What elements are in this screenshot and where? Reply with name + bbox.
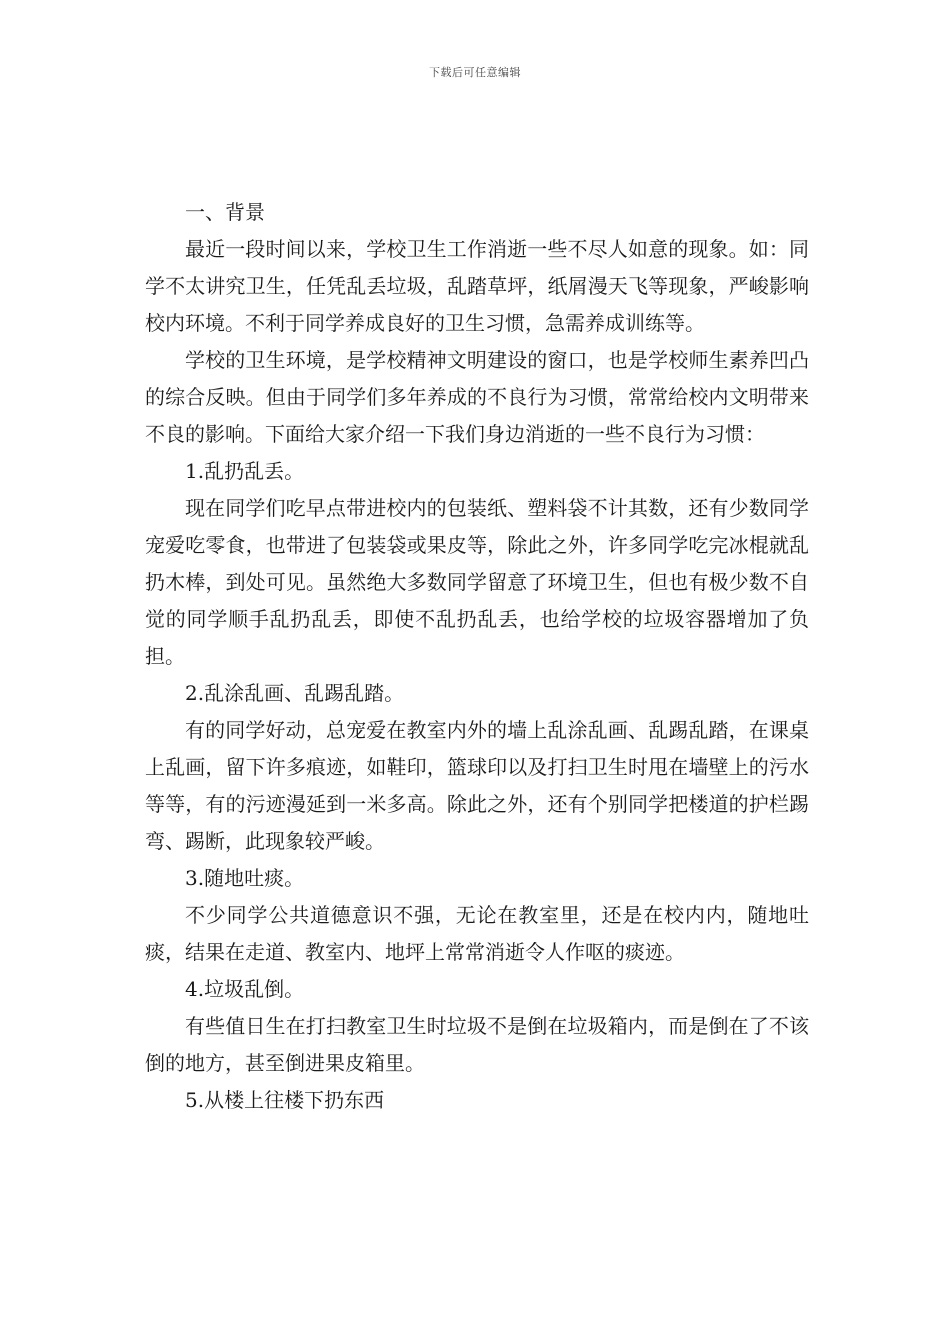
page-header: 下载后可任意编辑 (429, 66, 521, 79)
section-heading-background: 一、背景 (185, 200, 265, 224)
paragraph-garbage: 有些值日生在打扫教室卫生时垃圾不是倒在垃圾箱内，而是倒在了不该倒的地方，甚至倒进果皮箱里。 (145, 1014, 809, 1075)
paragraph-littering: 现在同学们吃早点带进校内的包装纸、塑料袋不计其数，还有少数同学宠爱吃零食，也带进了包装袋或果皮等，除此之外，许多同学吃完冰棍就乱扔木棒，到处可见。虽然绝大多数同学留意了环境卫生，但也有极少数不自觉的同学顺手乱扔乱丢，即使不乱扔乱丢，也给学校的垃圾容器增加了负担。 (145, 496, 809, 668)
item-heading-throwing: 5.从楼上往楼下扔东西 (185, 1088, 385, 1112)
item-heading-spitting: 3.随地吐痰。 (185, 866, 305, 890)
item-heading-graffiti: 2.乱涂乱画、乱踢乱踏。 (185, 681, 405, 705)
paragraph-spitting: 不少同学公共道德意识不强，无论在教室里，还是在校内内，随地吐痰，结果在走道、教室内、地坪上常常消逝令人作呕的痰迹。 (145, 903, 809, 964)
document-body (145, 194, 809, 1119)
paragraph-graffiti: 有的同学好动，总宠爱在教室内外的墙上乱涂乱画、乱踢乱踏，在课桌上乱画，留下许多痕迹，如鞋印，篮球印以及打扫卫生时甩在墙壁上的污水等等，有的污迹漫延到一米多高。除此之外，还有个别同学把楼道的护栏踢弯、踢断，此现象较严峻。 (145, 718, 809, 853)
paragraph-environment: 学校的卫生环境，是学校精神文明建设的窗口，也是学校师生素养凹凸的综合反映。但由于同学们多年养成的不良行为习惯，常常给校内文明带来不良的影响。下面给大家介绍一下我们身边消逝的一些不良行为习惯： (145, 348, 809, 446)
item-heading-garbage: 4.垃圾乱倒。 (185, 977, 305, 1001)
paragraph-intro: 最近一段时间以来，学校卫生工作消逝一些不尽人如意的现象。如：同学不太讲究卫生，任凭乱丢垃圾，乱踏草坪，纸屑漫天飞等现象，严峻影响校内环境。不利于同学养成良好的卫生习惯，急需养成训练等。 (145, 237, 809, 335)
item-heading-littering: 1.乱扔乱丢。 (185, 459, 305, 483)
